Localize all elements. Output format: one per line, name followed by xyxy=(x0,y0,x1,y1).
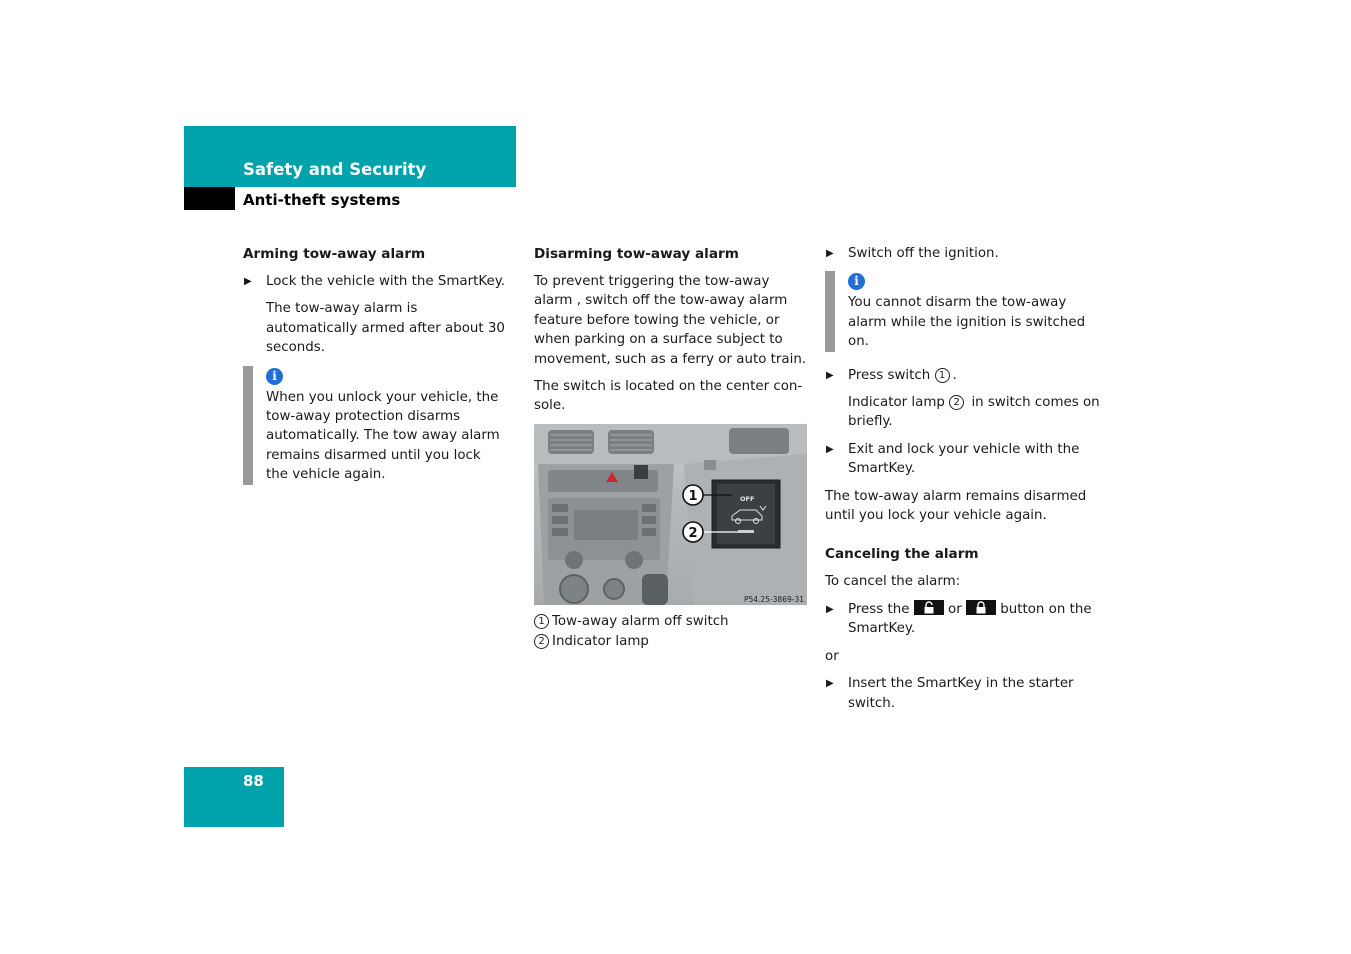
page-number: 88 xyxy=(243,772,264,790)
caption-number: 2 xyxy=(534,634,549,649)
lamp-text-end: in switch comes on briefly. xyxy=(848,395,1100,430)
caption-number: 1 xyxy=(534,614,549,629)
step-text-end: . xyxy=(952,367,957,383)
step-text: Press switch xyxy=(848,367,931,383)
step-arrow-icon: ▶ xyxy=(244,276,252,287)
step-arrow-icon: ▶ xyxy=(826,369,834,381)
info-icon: i xyxy=(848,273,865,290)
step-arrow-icon: ▶ xyxy=(826,603,834,615)
indicator-lamp-text xyxy=(825,393,1100,432)
step-press-key-button xyxy=(825,600,1100,639)
disarming-heading: Disarming tow-away alarm xyxy=(534,246,739,262)
step-text: Switch off the ignition. xyxy=(848,246,999,261)
step-text-or: or xyxy=(948,601,962,617)
step-text: Exit and lock your vehicle with the SmartKey. xyxy=(848,441,1080,477)
switch-off-label: OFF xyxy=(740,494,755,503)
step-exit-lock xyxy=(825,440,1100,479)
lamp-text-start: Indicator lamp xyxy=(848,395,945,411)
arming-heading: Arming tow-away alarm xyxy=(243,246,426,262)
note-text: When you unlock your vehicle, the tow-away protection disarms automatically. The tow away alarm remains disarmed until you lock the vehicle again. xyxy=(266,389,500,483)
arming-result: The tow-away alarm is automatically armed after about 30 seconds. xyxy=(266,301,505,356)
unlock-icon xyxy=(914,600,944,615)
caption-lamp xyxy=(534,632,807,651)
step-text-end: button on the SmartKey. xyxy=(848,601,1092,637)
switch-location-paragraph: The switch is located on the center con-sole. xyxy=(534,379,803,414)
step-insert-smartkey xyxy=(825,674,1100,713)
section-title: Safety and Security xyxy=(243,160,427,179)
step-text: Insert the SmartKey in the starter switch. xyxy=(848,676,1074,711)
step-arrow-icon: ▶ xyxy=(826,678,834,690)
indicator-lamp-strip xyxy=(738,530,754,533)
note-bar xyxy=(243,366,253,485)
step-arrow-icon: ▶ xyxy=(826,443,834,455)
canceling-heading: Canceling the alarm xyxy=(825,546,979,563)
reference-number-1: 1 xyxy=(935,368,950,383)
callout-1-label: 1 xyxy=(688,488,698,504)
page-number-box xyxy=(184,767,284,827)
info-note-unlock xyxy=(243,366,505,485)
step-switch-off-ignition xyxy=(825,244,1100,263)
note-text: You cannot disarm the tow-away alarm while the ignition is switched on. xyxy=(848,295,1086,350)
step-text: Press the xyxy=(848,601,910,617)
lock-icon xyxy=(966,600,996,615)
column-disarming xyxy=(534,244,807,653)
info-icon: i xyxy=(266,368,283,385)
center-console-photo xyxy=(534,424,807,605)
caption-text: Indicator lamp xyxy=(552,634,649,650)
column-steps xyxy=(825,244,1100,721)
disarm-paragraph: To prevent triggering the tow-away alarm , switch off the tow-away alarm feature before towing the vehicle, or when parking on a surface subject to movement, such as a ferry or auto train. xyxy=(534,274,807,367)
note-bar xyxy=(825,271,835,351)
header-black-tab xyxy=(184,187,235,210)
figure-reference-code: P54.25-3869-31 xyxy=(743,594,804,604)
step-arrow-icon: ▶ xyxy=(826,248,834,259)
reference-number-2: 2 xyxy=(949,395,964,410)
or-text: or xyxy=(825,648,839,664)
column-arming xyxy=(243,244,505,495)
section-subtitle: Anti-theft systems xyxy=(243,191,401,209)
cancel-intro: To cancel the alarm: xyxy=(825,574,961,590)
step-lock-vehicle xyxy=(243,272,505,291)
remains-disarmed-text: The tow-away alarm remains disarmed until you lock your vehicle again. xyxy=(825,488,1087,524)
callout-2-label: 2 xyxy=(688,525,698,541)
step-press-switch xyxy=(825,366,1100,385)
info-note-ignition xyxy=(825,271,1100,351)
step-text: Lock the vehicle with the SmartKey. xyxy=(266,274,505,289)
caption-text: Tow-away alarm off switch xyxy=(552,613,729,629)
caption-switch xyxy=(534,612,807,631)
